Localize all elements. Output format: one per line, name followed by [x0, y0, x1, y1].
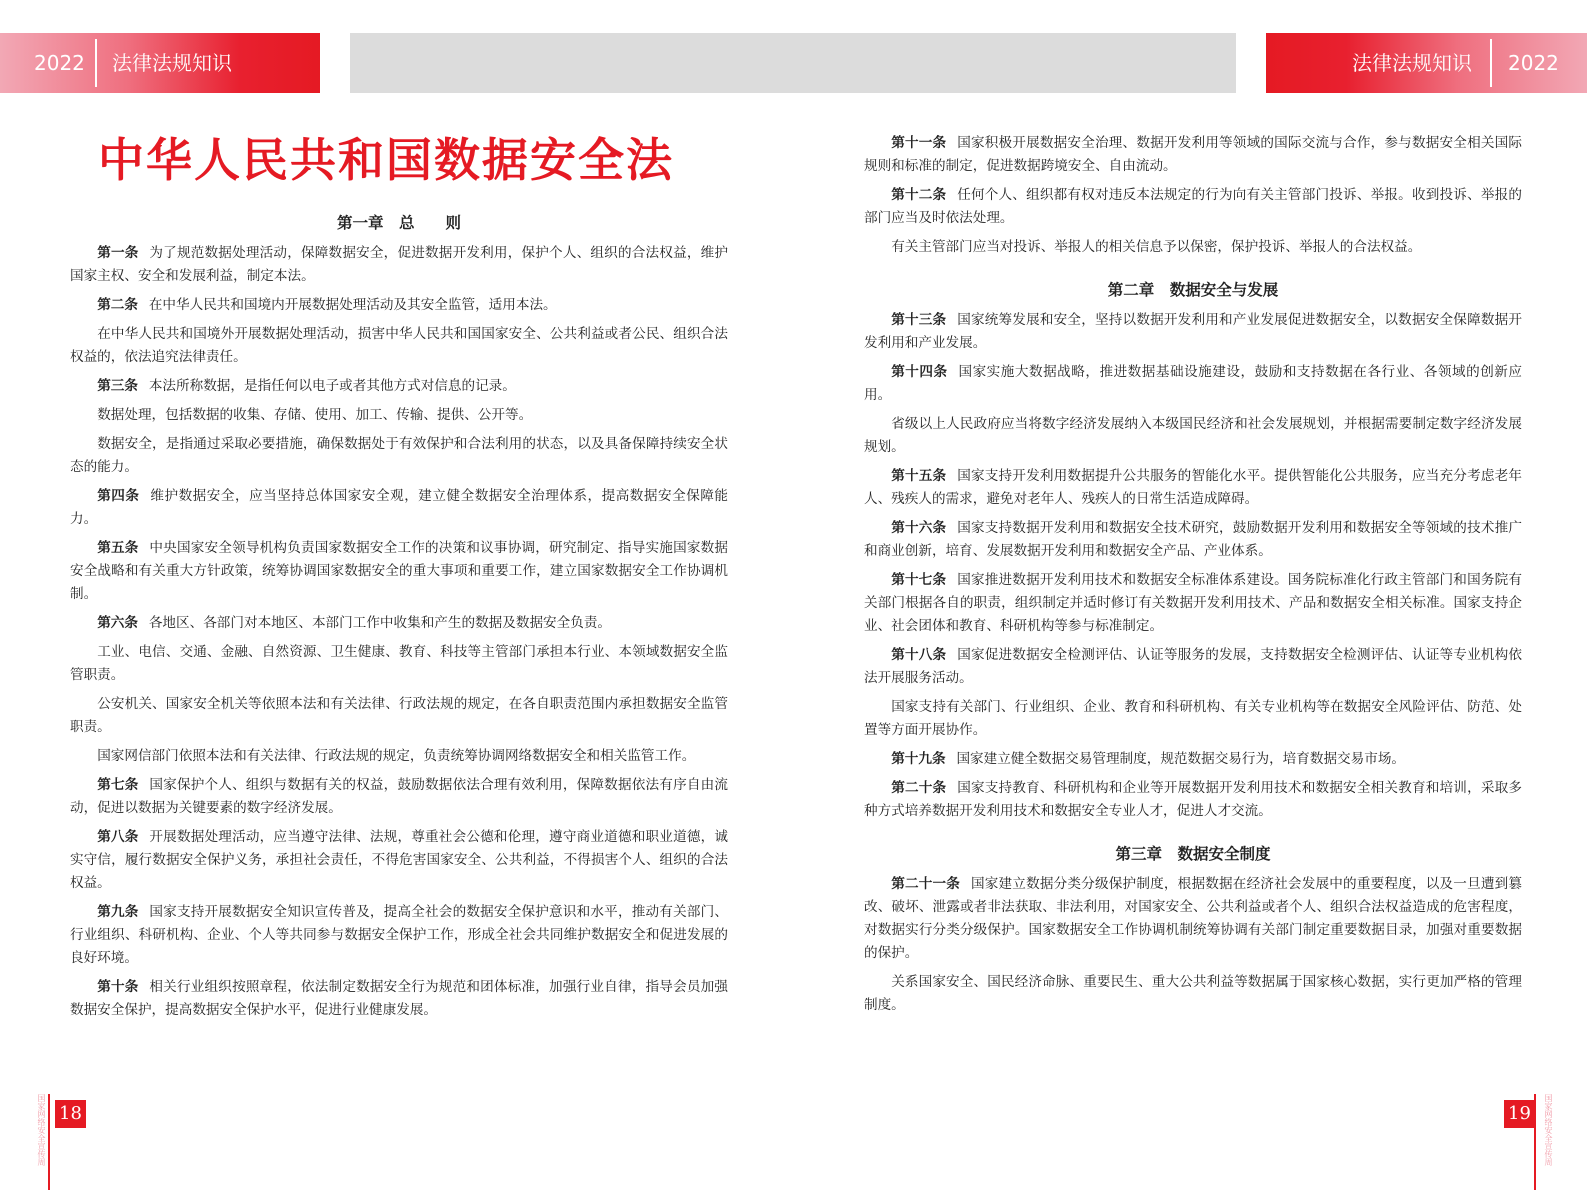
article-text: 中央国家安全领导机构负责国家数据安全工作的决策和议事协调，研究制定、指导实施国家数据安全战略和有关重大方针政策，统筹协调国家数据安全的重大事项和重要工作，建立国家数据安全工作协调机制。: [70, 540, 728, 602]
article-paragraph: [70, 774, 728, 820]
article-number: 第二十一条: [891, 876, 961, 892]
article-number: 第十条: [97, 979, 139, 995]
article-text: 本法所称数据，是指任何以电子或者其他方式对信息的记录。: [148, 378, 516, 394]
article-text: 国家促进数据安全检测评估、认证等服务的发展，支持数据安全检测评估、认证等专业机构依法开展服务活动。: [864, 647, 1522, 686]
article-text: 国家积极开展数据安全治理、数据开发利用等领域的国际交流与合作，参与数据安全相关国际规则和标准的制定，促进数据跨境安全、自由流动。: [864, 135, 1522, 174]
chapter2-paragraph-list: [864, 309, 1522, 823]
article-number: 第十九条: [891, 751, 946, 767]
article-number: 第九条: [97, 904, 139, 920]
footer-rule-right: [1534, 1094, 1536, 1190]
header-title-left: 法律法规知识: [112, 51, 232, 75]
article-paragraph: [70, 404, 728, 427]
article-number: 第七条: [97, 777, 139, 793]
article-text: 数据安全，是指通过采取必要措施，确保数据处于有效保护和合法利用的状态，以及具备保障持续安全状态的能力。: [70, 436, 728, 475]
article-paragraph: [70, 485, 728, 531]
article-paragraph: [864, 748, 1522, 771]
article-paragraph: [864, 236, 1522, 259]
article-text: 工业、电信、交通、金融、自然资源、卫生健康、教育、科技等主管部门承担本行业、本领域数据安全监管职责。: [70, 644, 728, 683]
article-text: 国家建立数据分类分级保护制度，根据数据在经济社会发展中的重要程度，以及一旦遭到篡改、破坏、泄露或者非法获取、非法利用，对国家安全、公共利益或者个人、组织合法权益造成的危害程度，对数据实行分类分级保护。国家数据安全工作协调机制统筹协调有关部门制定重要数据目录，加强对重要数据的保护。: [864, 876, 1523, 961]
article-paragraph: [70, 826, 728, 895]
article-number: 第十一条: [891, 135, 947, 151]
page-title: 中华人民共和国数据安全法: [98, 133, 674, 187]
chapter-heading: 第三章 数据安全制度: [1115, 845, 1271, 863]
article-number: 第十二条: [891, 187, 947, 203]
article-number: 第二十条: [891, 780, 947, 796]
header-year-left: 2022: [34, 51, 85, 75]
article-text: 为了规范数据处理活动，保障数据安全，促进数据开发利用，保护个人、组织的合法权益，维护国家主权、安全和发展利益，制定本法。: [70, 245, 728, 284]
article-text: 关系国家安全、国民经济命脉、重要民生、重大公共利益等数据属于国家核心数据，实行更加严格的管理制度。: [864, 974, 1522, 1013]
article-paragraph: [864, 644, 1522, 690]
header-band-gray: [350, 33, 1236, 93]
article-number: 第八条: [97, 829, 139, 845]
article-number: 第一条: [97, 245, 139, 261]
article-paragraph: [864, 361, 1522, 407]
article-paragraph: [864, 569, 1522, 638]
article-paragraph: [70, 641, 728, 687]
right-intro-list: [864, 132, 1522, 259]
article-number: 第六条: [97, 615, 138, 631]
article-paragraph: [70, 537, 728, 606]
page-number-right: 19: [1504, 1100, 1535, 1128]
chapter3-paragraph-list: [864, 873, 1522, 1017]
article-text: 在中华人民共和国境内开展数据处理活动及其安全监管，适用本法。: [148, 297, 557, 313]
left-paragraph-list: [70, 242, 728, 1022]
article-number: 第十四条: [891, 364, 948, 380]
article-text: 国家支持数据开发利用和数据安全技术研究，鼓励数据开发利用和数据安全等领域的技术推广和商业创新，培育、发展数据开发利用和数据安全产品、产业体系。: [864, 520, 1522, 559]
header-title-right: 法律法规知识: [1352, 51, 1472, 75]
article-number: 第十七条: [891, 572, 947, 588]
article-paragraph: [70, 612, 728, 635]
article-text: 国家保护个人、组织与数据有关的权益，鼓励数据依法合理有效利用，保障数据依法有序自由流动，促进以数据为关键要素的数字经济发展。: [70, 777, 728, 816]
article-number: 第十五条: [891, 468, 947, 484]
header-divider-right: [1490, 39, 1492, 87]
article-text: 任何个人、组织都有权对违反本法规定的行为向有关主管部门投诉、举报。收到投诉、举报的部门应当及时依法处理。: [864, 187, 1522, 226]
article-text: 国家实施大数据战略，推进数据基础设施建设，鼓励和支持数据在各行业、各领域的创新应用。: [864, 364, 1522, 403]
article-paragraph: [70, 375, 728, 398]
header-band-left: [0, 33, 320, 93]
article-paragraph: [864, 184, 1522, 230]
article-paragraph: [864, 413, 1522, 459]
article-text: 相关行业组织按照章程，依法制定数据安全行为规范和团体标准，加强行业自律，指导会员加强数据安全保护，提高数据安全保护水平，促进行业健康发展。: [70, 979, 728, 1018]
article-number: 第十三条: [891, 312, 947, 328]
header-band-right: [1266, 33, 1587, 93]
article-paragraph: [864, 465, 1522, 511]
article-paragraph: [864, 132, 1522, 178]
article-number: 第十八条: [891, 647, 947, 663]
article-text: 开展数据处理活动，应当遵守法律、法规，尊重社会公德和伦理，遵守商业道德和职业道德，诚实守信，履行数据安全保护义务，承担社会责任，不得危害国家安全、公共利益，不得损害个人、组织的合法权益。: [70, 829, 728, 891]
article-paragraph: [864, 777, 1522, 823]
article-text: 有关主管部门应当对投诉、举报人的相关信息予以保密，保护投诉、举报人的合法权益。: [891, 239, 1422, 255]
chapter-heading: 第二章 数据安全与发展: [1107, 281, 1279, 299]
footer-side-text-left: 国家网络安全宣传周: [37, 1094, 46, 1166]
article-text: 公安机关、国家安全机关等依照本法和有关法律、行政法规的规定，在各自职责范围内承担数据安全监管职责。: [70, 696, 728, 735]
article-paragraph: [70, 976, 728, 1022]
article-text: 维护数据安全，应当坚持总体国家安全观，建立健全数据安全治理体系，提高数据安全保障能力。: [70, 488, 729, 527]
article-paragraph: [864, 696, 1522, 742]
article-number: 第五条: [97, 540, 139, 556]
article-text: 国家支持教育、科研机构和企业等开展数据开发利用技术和数据安全相关教育和培训，采取多种方式培养数据开发利用技术和数据安全专业人才，促进人才交流。: [864, 780, 1522, 819]
article-paragraph: [864, 873, 1522, 965]
article-text: 国家统筹发展和安全，坚持以数据开发利用和产业发展促进数据安全，以数据安全保障数据开发利用和产业发展。: [864, 312, 1522, 351]
article-paragraph: [70, 242, 728, 288]
article-text: 国家支持开发利用数据提升公共服务的智能化水平。提供智能化公共服务，应当充分考虑老年人、残疾人的需求，避免对老年人、残疾人的日常生活造成障碍。: [864, 468, 1522, 507]
article-paragraph: [70, 294, 728, 317]
article-number: 第二条: [97, 297, 138, 313]
article-number: 第三条: [97, 378, 138, 394]
article-text: 国家支持有关部门、行业组织、企业、教育和科研机构、有关专业机构等在数据安全风险评估、防范、处置等方面开展协作。: [864, 699, 1522, 738]
article-paragraph: [70, 745, 728, 768]
header-divider-left: [95, 39, 97, 87]
article-text: 国家网信部门依照本法和有关法律、行政法规的规定，负责统筹协调网络数据安全和相关监管工作。: [97, 748, 696, 764]
article-paragraph: [864, 517, 1522, 563]
footer-side-text-right: 国家网络安全宣传周: [1544, 1094, 1553, 1166]
left-column: [70, 210, 728, 1028]
article-text: 省级以上人民政府应当将数字经济发展纳入本级国民经济和社会发展规划，并根据需要制定数字经济发展规划。: [864, 416, 1522, 455]
article-paragraph: [864, 971, 1522, 1017]
footer-rule-left: [48, 1094, 50, 1190]
article-number: 第十六条: [891, 520, 947, 536]
article-paragraph: [70, 901, 728, 970]
article-text: 在中华人民共和国境外开展数据处理活动，损害中华人民共和国国家安全、公共利益或者公民、组织合法权益的，依法追究法律责任。: [70, 326, 728, 365]
page-number-left: 18: [55, 1100, 86, 1128]
article-number: 第四条: [97, 488, 140, 504]
article-paragraph: [70, 693, 728, 739]
article-paragraph: [70, 323, 728, 369]
article-text: 国家推进数据开发利用技术和数据安全标准体系建设。国务院标准化行政主管部门和国务院有关部门根据各自的职责，组织制定并适时修订有关数据开发利用技术、产品和数据安全相关标准。国家支持企业、社会团体和教育、科研机构等参与标准制定。: [864, 572, 1522, 634]
article-paragraph: [70, 433, 728, 479]
header-year-right: 2022: [1508, 51, 1559, 75]
article-text: 各地区、各部门对本地区、本部门工作中收集和产生的数据及数据安全负责。: [148, 615, 612, 631]
article-text: 国家建立健全数据交易管理制度，规范数据交易行为，培育数据交易市场。: [956, 751, 1406, 767]
chapter-heading: 第一章 总 则: [336, 214, 461, 232]
article-text: 国家支持开展数据安全知识宣传普及，提高全社会的数据安全保护意识和水平，推动有关部门、行业组织、科研机构、企业、个人等共同参与数据安全保护工作，形成全社会共同维护数据安全和促进发展的良好环境。: [70, 904, 728, 966]
article-text: 数据处理，包括数据的收集、存储、使用、加工、传输、提供、公开等。: [97, 407, 533, 423]
article-paragraph: [864, 309, 1522, 355]
right-column: [864, 132, 1522, 1023]
